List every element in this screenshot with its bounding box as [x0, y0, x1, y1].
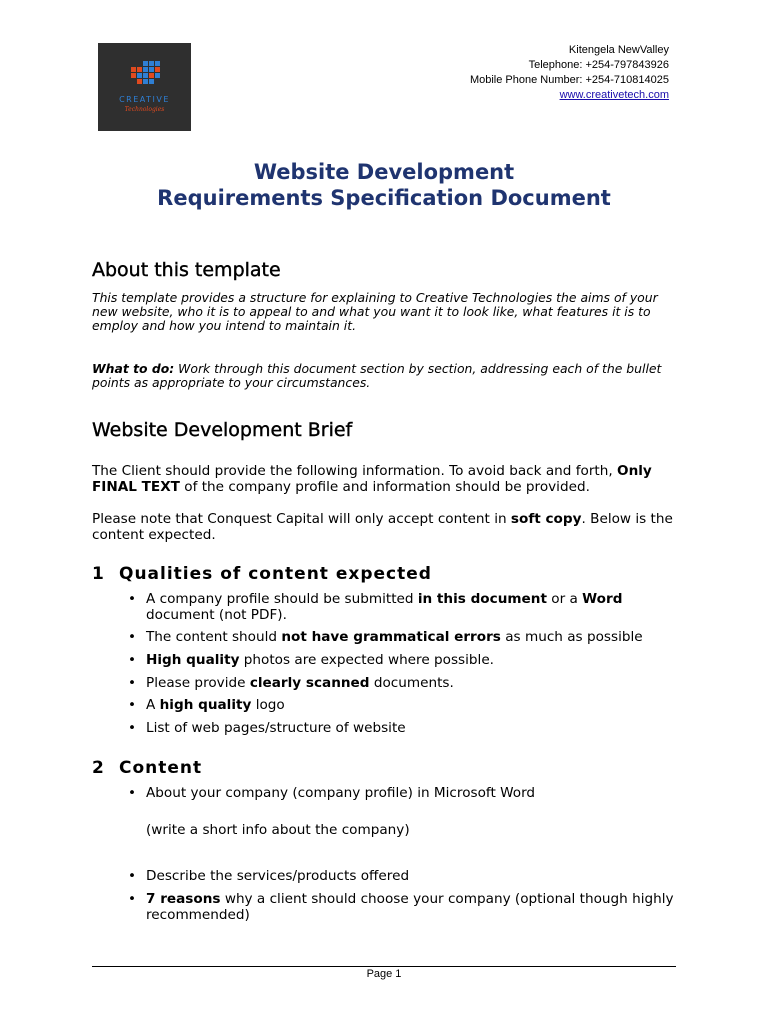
item-text: List of web pages/structure of website [146, 720, 406, 736]
section-1-heading [92, 564, 432, 584]
about-heading: About this template [92, 259, 281, 281]
section-2-heading [92, 758, 202, 778]
list-item [128, 785, 676, 801]
footer-rule [92, 966, 676, 967]
list-item [128, 675, 676, 691]
item-text: Please provide [146, 675, 250, 691]
section-number: 2 [92, 758, 105, 778]
item-text: photos are expected where possible. [239, 652, 495, 668]
contact-mobile: Mobile Phone Number: +254-710814025 [469, 74, 669, 86]
brief-paragraph-2 [92, 511, 677, 543]
logo-brand-text: CREATIVE [119, 95, 170, 104]
item-text: About your company (company profile) in Microsoft Word [146, 785, 536, 801]
list-item [128, 697, 676, 713]
company-logo [98, 43, 191, 131]
brief-text: Please note that Conquest Capital will only accept content in [92, 511, 511, 527]
item-text: A company profile should be submitted [146, 591, 418, 607]
item-note: (write a short info about the company) [146, 822, 410, 838]
bullet-icon: • [128, 591, 137, 607]
bullet-icon: • [128, 675, 137, 691]
list-item [128, 720, 676, 736]
item-emphasis: in this document [417, 591, 547, 607]
section-title: Content [119, 758, 203, 778]
contact-location: Kitengela NewValley [568, 44, 669, 56]
list-item-note [146, 822, 676, 838]
bullet-icon: • [128, 868, 137, 884]
brief-text: of the company profile and information should be provided. [179, 479, 590, 495]
item-emphasis: High quality [146, 652, 240, 668]
item-text: why a client should choose your company (optional though highly recommended) [146, 891, 674, 923]
logo-tagline: Technologies [124, 106, 165, 113]
bullet-icon: • [128, 720, 137, 736]
page-number: Page 1 [366, 968, 402, 980]
logo-mark-icon [98, 43, 191, 103]
item-text: A [146, 697, 160, 713]
what-to-do-label: What to do: [92, 361, 175, 376]
list-item [128, 652, 676, 668]
list-item [128, 629, 676, 645]
bullet-icon: • [128, 785, 137, 801]
brief-paragraph-1 [92, 463, 677, 495]
bullet-icon: • [128, 891, 137, 907]
brief-heading: Website Development Brief [92, 419, 353, 441]
item-text: The content should [146, 629, 282, 645]
what-to-do-text: Work through this document section by section, addressing each of the bullet points as appropriate to your circumstances. [92, 361, 662, 390]
item-emphasis: high quality [159, 697, 252, 713]
item-text: Describe the services/products offered [146, 868, 410, 884]
section-number: 1 [92, 564, 105, 584]
brief-emphasis: Only FINAL TEXT [92, 463, 652, 495]
bullet-icon: • [128, 629, 137, 645]
item-emphasis: clearly scanned [249, 675, 370, 691]
item-text: documents. [369, 675, 454, 691]
bullet-icon: • [128, 652, 137, 668]
about-intro: This template provides a structure for explaining to Creative Technologies the aims of your new website, who it is to appeal to and what you want it to look like, what features it is to employ and how you intend to maintain it. [92, 290, 658, 333]
list-item [128, 591, 676, 623]
contact-telephone: Telephone: +254-797843926 [528, 59, 669, 71]
website-link[interactable]: www.creativetech.com [559, 89, 669, 101]
list-item [128, 891, 676, 923]
brief-emphasis: soft copy [510, 511, 582, 527]
item-text: logo [251, 697, 285, 713]
document-title [0, 159, 768, 211]
item-text: document (not PDF). [146, 607, 287, 623]
brief-text: . Below is the content expected. [92, 511, 673, 543]
item-emphasis: not have grammatical errors [281, 629, 501, 645]
title-line-2: Requirements Specification Document [157, 186, 611, 210]
title-line-1: Website Development [253, 160, 515, 184]
what-to-do-paragraph [92, 362, 677, 390]
item-text: as much as possible [500, 629, 643, 645]
section-title: Qualities of content expected [119, 564, 432, 584]
brief-text: The Client should provide the following information. To avoid back and forth, [92, 463, 618, 479]
item-emphasis: 7 reasons [146, 891, 221, 907]
bullet-icon: • [128, 697, 137, 713]
list-item [128, 868, 676, 884]
item-emphasis: Word [582, 591, 623, 607]
contact-block [470, 43, 669, 103]
item-text: or a [546, 591, 583, 607]
